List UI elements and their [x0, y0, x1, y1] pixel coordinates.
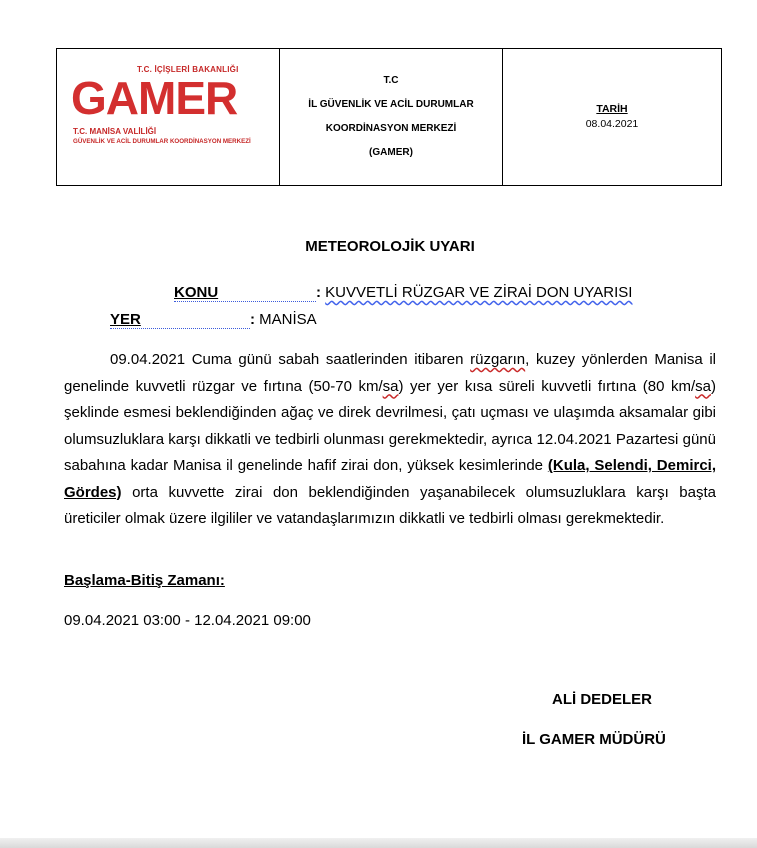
yer-colon: :: [250, 311, 255, 328]
body-part-3: ) yer yer kısa süreli kuvvetli fırtına (80 km/: [398, 377, 696, 395]
yer-row: [110, 311, 317, 329]
konu-colon: :: [316, 284, 321, 301]
time-range-value: 09.04.2021 03:00 - 12.04.2021 09:00: [64, 612, 311, 629]
body-part-5: orta kuvvette zirai don beklendiğinden yaşanabilecek olumsuzluklara karşı başta üreticiler olmak üzere ilgililer ve vatandaşlarımızın dikkatli ve tedbirli olması gerekmektedir.: [64, 483, 716, 527]
header-table: [56, 48, 722, 186]
body-word-sa-1: sa: [382, 377, 399, 395]
logo-top-line: T.C. İÇİŞLERİ BAKANLIĞI: [137, 65, 239, 74]
yer-value: MANİSA: [259, 311, 317, 328]
konu-row: [174, 284, 632, 302]
body-word-ruzgarin: rüzgarın: [470, 351, 526, 368]
konu-value: KUVVETLİ RÜZGAR VE ZİRAİ DON UYARISI: [325, 284, 633, 301]
institution-cell: [280, 49, 503, 186]
body-part-4: ) şeklinde esmesi beklendiğinden ağaç ve direk devrilmesi, çatı uçması ve ulaşımda aksamalar gibi olumsuzluklara karşı dikkatli ve tedbirli olunması gerekmektedir, ayrıca 12.04.2021 Pazartesi günü sabahına kadar Manisa il genelinde hafif zirai don, yüksek kesimlerinde: [64, 377, 716, 474]
document-title: METEOROLOJİK UYARI: [305, 238, 475, 255]
page-edge: [0, 838, 757, 848]
time-range-label: Başlama-Bitiş Zamanı:: [64, 572, 225, 589]
body-word-sa-2: sa: [695, 377, 711, 395]
body-part-1: 09.04.2021 Cuma günü sabah saatlerinden itibaren: [110, 351, 471, 368]
date-label: TARİH: [596, 103, 628, 115]
konu-label: KONU: [174, 284, 316, 302]
body-paragraph: [64, 347, 716, 533]
institution-line-1: T.C: [383, 75, 399, 86]
yer-label: YER: [110, 311, 250, 329]
institution-line-4: (GAMER): [369, 147, 413, 158]
institution-line-3: KOORDİNASYON MERKEZİ: [325, 123, 457, 134]
signatory-name: ALİ DEDELER: [552, 691, 653, 708]
date-value: 08.04.2021: [585, 118, 639, 130]
logo-cell: [57, 49, 280, 186]
logo-wordmark: GAMER: [71, 72, 238, 124]
signatory-title: İL GAMER MÜDÜRÜ: [522, 731, 666, 748]
logo-bottom-line: GÜVENLİK VE ACİL DURUMLAR KOORDİNASYON MERKEZİ: [73, 138, 251, 145]
logo-mid-line: T.C. MANİSA VALİLİĞİ: [73, 127, 157, 136]
institution-line-2: İL GÜVENLİK VE ACİL DURUMLAR: [308, 99, 474, 110]
body-part-2: , kuzey yönlerden Manisa il genelinde kuvvetli rüzgar ve fırtına (50-70 km/: [64, 351, 716, 395]
date-cell: [503, 49, 722, 186]
body-regions: (Kula, Selendi, Demirci, Gördes): [64, 457, 716, 501]
gamer-logo: [71, 65, 251, 155]
